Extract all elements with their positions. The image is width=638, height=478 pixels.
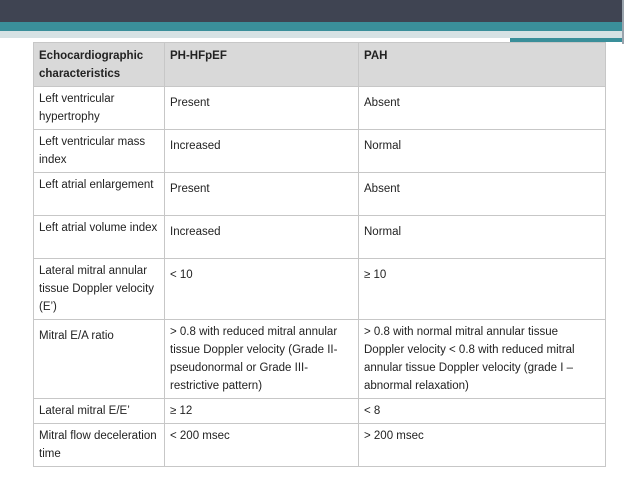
- header-bar: [0, 0, 638, 22]
- ph-hfpef-value: > 0.8 with reduced mitral annular tissue Doppler velocity (Grade II-pseudonormal or Grade III-restrictive pattern): [165, 320, 359, 399]
- ph-hfpef-value: ≥ 12: [165, 399, 359, 424]
- header-light-stripe: [0, 31, 638, 38]
- row-label: Left atrial volume index: [34, 216, 165, 259]
- ph-hfpef-value: Increased: [165, 130, 359, 173]
- ph-hfpef-value: Present: [165, 173, 359, 216]
- pah-value: Normal: [359, 216, 606, 259]
- table-row: [34, 130, 606, 173]
- header-accent-stripe: [0, 22, 638, 31]
- pah-value: ≥ 10: [359, 259, 606, 320]
- pah-value: < 8: [359, 399, 606, 424]
- table-row: [34, 173, 606, 216]
- pah-value: > 200 msec: [359, 424, 606, 467]
- ph-hfpef-value: < 200 msec: [165, 424, 359, 467]
- header-ph-hfpef: PH-HFpEF: [165, 43, 359, 87]
- header-characteristics: Echocardiographic characteristics: [34, 43, 165, 87]
- slide-corner-decoration: [622, 0, 638, 44]
- ph-hfpef-value: Increased: [165, 216, 359, 259]
- table-row: [34, 216, 606, 259]
- ph-hfpef-value: < 10: [165, 259, 359, 320]
- table-row: [34, 320, 606, 399]
- pah-value: Absent: [359, 173, 606, 216]
- ph-hfpef-value: Present: [165, 87, 359, 130]
- table-row: [34, 424, 606, 467]
- row-label: Mitral flow deceleration time: [34, 424, 165, 467]
- table-header-row: [34, 43, 606, 87]
- row-label: Mitral E/A ratio: [34, 320, 165, 399]
- row-label: Left ventricular mass index: [34, 130, 165, 173]
- row-label: Lateral mitral annular tissue Doppler velocity (E’): [34, 259, 165, 320]
- table-row: [34, 259, 606, 320]
- pah-value: Absent: [359, 87, 606, 130]
- row-label: Left ventricular hypertrophy: [34, 87, 165, 130]
- pah-value: > 0.8 with normal mitral annular tissue Doppler velocity < 0.8 with reduced mitral annular tissue Doppler velocity (grade I – abnormal relaxation): [359, 320, 606, 399]
- pah-value: Normal: [359, 130, 606, 173]
- table-row: [34, 399, 606, 424]
- echo-comparison-table: [33, 42, 606, 467]
- table-row: [34, 87, 606, 130]
- row-label: Left atrial enlargement: [34, 173, 165, 216]
- header-pah: PAH: [359, 43, 606, 87]
- row-label: Lateral mitral E/E’: [34, 399, 165, 424]
